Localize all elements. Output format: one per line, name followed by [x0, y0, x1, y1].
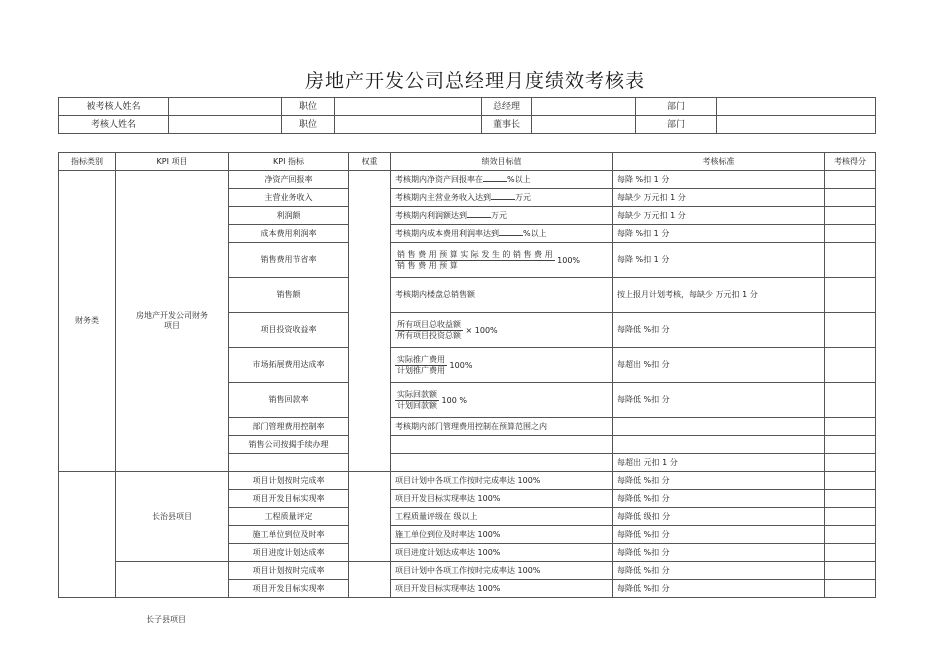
target-text: 项目开发目标实现率达 100%	[395, 583, 501, 593]
weight-cell[interactable]	[349, 562, 391, 598]
score-cell[interactable]	[825, 348, 876, 383]
target-suffix: 万元	[491, 211, 507, 220]
score-cell[interactable]	[825, 562, 876, 580]
fraction	[395, 320, 463, 341]
target-text: 项目进度计划达成率达 100%	[395, 547, 501, 557]
score-cell[interactable]	[825, 171, 876, 189]
kpi-indicator-cell: 项目开发目标实现率	[229, 580, 349, 598]
target-text: 工程质量评级在 级以上	[395, 511, 478, 521]
header-category: 指标类别	[59, 153, 116, 171]
kpi-indicator-cell: 施工单位到位及时率	[229, 526, 349, 544]
examinee-name-value[interactable]	[169, 98, 282, 116]
score-cell[interactable]	[825, 243, 876, 278]
standard-cell	[613, 418, 825, 436]
standard-cell	[613, 436, 825, 454]
target-cell	[391, 207, 613, 225]
standard-cell: 每降低 %扣 分	[613, 580, 825, 598]
target-cell	[391, 418, 613, 436]
kpi-indicator-cell: 项目计划按时完成率	[229, 472, 349, 490]
standard-cell: 每降低 %扣 分	[613, 490, 825, 508]
target-cell	[391, 171, 613, 189]
score-cell[interactable]	[825, 544, 876, 562]
target-cell	[391, 348, 613, 383]
standard-cell: 每降低 %扣 分	[613, 526, 825, 544]
kpi-indicator-cell	[229, 454, 349, 472]
target-cell	[391, 526, 613, 544]
standard-cell: 每缺少 万元扣 1 分	[613, 189, 825, 207]
fraction-numerator: 所有项目总收益额	[397, 319, 461, 329]
kpi-indicator-cell: 利润额	[229, 207, 349, 225]
standard-cell: 每降低 %扣 分	[613, 313, 825, 348]
examinee-blank[interactable]	[532, 98, 636, 116]
target-suffix: %以上	[523, 229, 547, 238]
examinee-name-label: 被考核人姓名	[59, 98, 169, 116]
target-text: 施工单位到位及时率达 100%	[395, 529, 501, 539]
table-row	[59, 472, 876, 490]
standard-cell: 每降低 %扣 分	[613, 562, 825, 580]
standard-cell: 每降低 %扣 分	[613, 544, 825, 562]
score-cell[interactable]	[825, 454, 876, 472]
kpi-project-cell	[116, 562, 229, 598]
examinee-position-value: 总经理	[482, 98, 532, 116]
score-cell[interactable]	[825, 472, 876, 490]
standard-cell: 每降低 级扣 分	[613, 508, 825, 526]
kpi-indicator-cell: 销售回款率	[229, 383, 349, 418]
standard-cell: 每降 %扣 1 分	[613, 171, 825, 189]
kpi-indicator-cell: 销售额	[229, 278, 349, 313]
header-standard: 考核标准	[613, 153, 825, 171]
changzi-project-label: 长子县项目	[146, 615, 186, 624]
examiner-position-blank[interactable]	[335, 116, 482, 134]
examinee-dept-label: 部门	[636, 98, 717, 116]
kpi-indicator-cell: 市场拓展费用达成率	[229, 348, 349, 383]
header-kpi-project: KPI 项目	[116, 153, 229, 171]
score-cell[interactable]	[825, 189, 876, 207]
fraction-denominator: 计划推广费用	[397, 365, 445, 375]
header-weight: 权重	[349, 153, 391, 171]
weight-cell[interactable]	[349, 171, 391, 472]
kpi-project-cell: 长治县项目	[116, 472, 229, 562]
score-cell[interactable]	[825, 508, 876, 526]
examiner-name-value[interactable]	[169, 116, 282, 134]
examinee-position-blank[interactable]	[335, 98, 482, 116]
examiner-position-value: 董事长	[482, 116, 532, 134]
target-text: 项目开发目标实现率达 100%	[395, 493, 501, 503]
examiner-dept-label: 部门	[636, 116, 717, 134]
fraction	[395, 250, 555, 271]
score-cell[interactable]	[825, 225, 876, 243]
fraction-denominator: 计划回款额	[397, 400, 437, 410]
target-cell	[391, 472, 613, 490]
score-cell[interactable]	[825, 383, 876, 418]
score-cell[interactable]	[825, 207, 876, 225]
kpi-project-cell: 房地产开发公司财务 项目	[116, 171, 229, 472]
target-cell	[391, 508, 613, 526]
fraction-numerator: 销 售 费 用 预 算 实 际 发 生 的 销 售 费 用	[397, 249, 553, 259]
target-suffix: %以上	[507, 175, 531, 184]
table-row	[59, 171, 876, 189]
table-row	[59, 562, 876, 580]
target-text: 考核期内部门管理费用控制在预算范围之内	[395, 421, 547, 431]
kpi-indicator-cell: 项目开发目标实现率	[229, 490, 349, 508]
standard-cell: 按上报月计划考核，每缺少 万元扣 1 分	[613, 278, 825, 313]
percent-value: 100 %	[439, 395, 467, 405]
fraction-numerator: 实际推广费用	[397, 354, 445, 364]
kpi-indicator-cell: 工程质量评定	[229, 508, 349, 526]
fill-blank[interactable]	[467, 210, 491, 218]
standard-cell: 每缺少 万元扣 1 分	[613, 207, 825, 225]
target-cell	[391, 580, 613, 598]
examinee-dept-value[interactable]	[717, 98, 876, 116]
target-text: 考核期内净资产回报率在	[395, 175, 483, 184]
target-cell	[391, 278, 613, 313]
info-row-examinee	[59, 98, 876, 116]
percent-value: 100%	[554, 255, 581, 265]
table-header-row	[59, 153, 876, 171]
header-kpi-indicator: KPI 指标	[229, 153, 349, 171]
fill-blank[interactable]	[491, 192, 515, 200]
percent-value: × 100%	[463, 325, 498, 335]
fraction	[395, 355, 447, 376]
score-cell[interactable]	[825, 436, 876, 454]
page-title: 房地产开发公司总经理月度绩效考核表	[304, 70, 645, 92]
target-text: 考核期内主营业务收入达到	[395, 193, 491, 202]
score-cell[interactable]	[825, 580, 876, 598]
examiner-position-label: 职位	[282, 116, 335, 134]
score-cell[interactable]	[825, 313, 876, 348]
score-cell[interactable]	[825, 490, 876, 508]
kpi-indicator-cell: 部门管理费用控制率	[229, 418, 349, 436]
target-cell	[391, 436, 613, 454]
target-cell	[391, 454, 613, 472]
score-cell[interactable]	[825, 418, 876, 436]
fill-blank[interactable]	[483, 174, 507, 182]
target-cell	[391, 562, 613, 580]
weight-cell[interactable]	[349, 472, 391, 562]
examiner-dept-value[interactable]	[717, 116, 876, 134]
info-row-examiner	[59, 116, 876, 134]
examinee-position-label: 职位	[282, 98, 335, 116]
standard-cell: 每降低 %扣 分	[613, 472, 825, 490]
category-cell: 财务类	[59, 171, 116, 472]
target-cell	[391, 544, 613, 562]
target-text: 项目计划中各项工作按时完成率达 100%	[395, 565, 541, 575]
standard-cell: 每降 %扣 1 分	[613, 243, 825, 278]
target-cell	[391, 490, 613, 508]
kpi-indicator-cell: 项目进度计划达成率	[229, 544, 349, 562]
target-cell	[391, 189, 613, 207]
header-score: 考核得分	[825, 153, 876, 171]
category-cell	[59, 472, 116, 598]
examiner-blank[interactable]	[532, 116, 636, 134]
fraction	[395, 390, 439, 411]
target-cell	[391, 225, 613, 243]
score-cell[interactable]	[825, 278, 876, 313]
target-text: 考核期内楼盘总销售额	[395, 290, 475, 299]
kpi-indicator-cell: 项目计划按时完成率	[229, 562, 349, 580]
fraction-denominator: 所有项目投资总额	[397, 330, 461, 340]
header-target: 绩效目标值	[391, 153, 613, 171]
score-cell[interactable]	[825, 526, 876, 544]
kpi-indicator-cell: 净资产回报率	[229, 171, 349, 189]
kpi-indicator-cell: 销售公司按揭手续办理	[229, 436, 349, 454]
target-text: 考核期内成本费用利润率达到	[395, 229, 499, 238]
standard-cell: 每降 %扣 1 分	[613, 225, 825, 243]
target-cell	[391, 383, 613, 418]
fraction-numerator: 实际回款额	[397, 389, 437, 399]
target-text: 项目计划中各项工作按时完成率达 100%	[395, 475, 541, 485]
target-cell	[391, 313, 613, 348]
percent-value: 100%	[447, 360, 473, 370]
examiner-name-label: 考核人姓名	[59, 116, 169, 134]
target-text: 考核期内利润额达到	[395, 211, 467, 220]
fill-blank[interactable]	[499, 228, 523, 236]
target-cell	[391, 243, 613, 278]
kpi-indicator-cell: 销售费用节省率	[229, 243, 349, 278]
kpi-indicator-cell: 项目投资收益率	[229, 313, 349, 348]
kpi-table	[58, 152, 876, 598]
target-suffix: 万元	[515, 193, 531, 202]
standard-cell: 每超出 元扣 1 分	[613, 454, 825, 472]
standard-cell: 每降低 %扣 分	[613, 383, 825, 418]
info-table	[58, 97, 876, 134]
fraction-denominator: 销 售 费 用 预 算	[397, 260, 458, 270]
kpi-indicator-cell: 主营业务收入	[229, 189, 349, 207]
standard-cell: 每超出 %扣 分	[613, 348, 825, 383]
kpi-indicator-cell: 成本费用利润率	[229, 225, 349, 243]
